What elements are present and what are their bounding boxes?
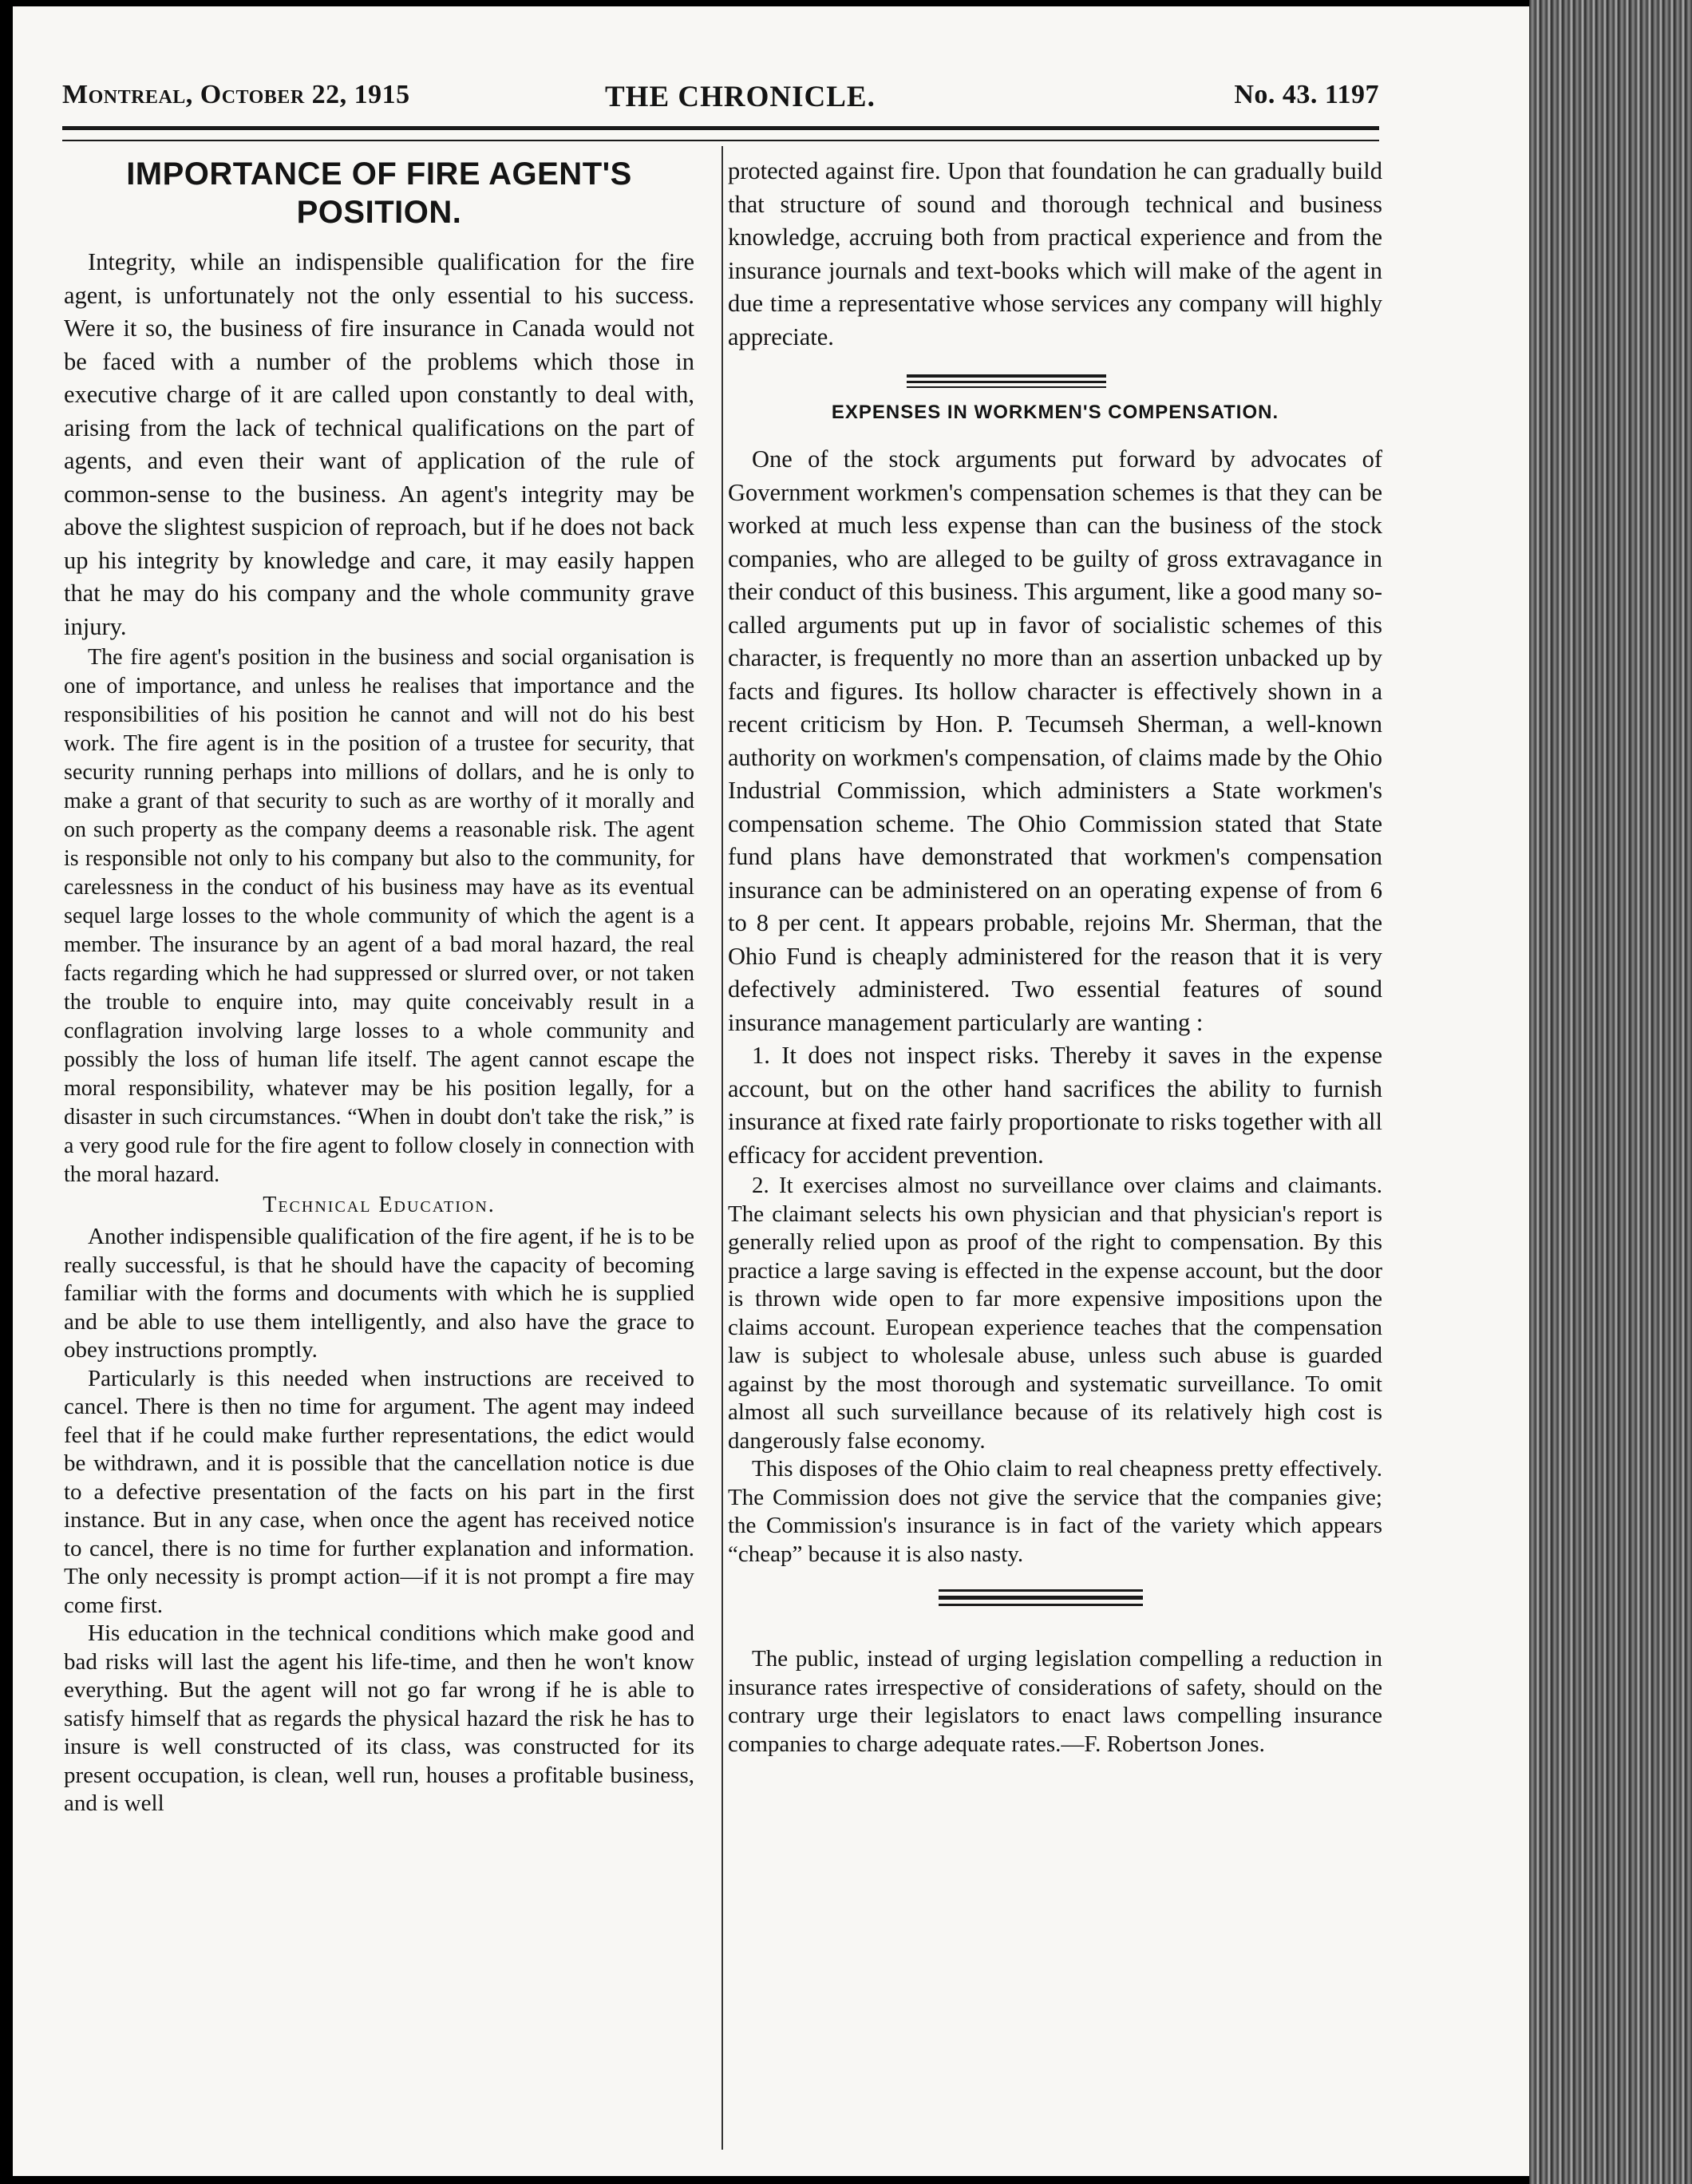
article-paragraph: Integrity, while an indispensible qualification for the fire agent, is unfortunately not the only essential to his success. Were it so, the business of fire insurance in Canada would not be faced with a number of the problems which those in executive charge of it are called upon constantly to deal with, arising from the lack of technical qualifications on the part of agents, and even their want of application of the rule of common-sense to the business. An agent's integrity may be above the slightest suspicion of reproach, but if he does not back up his integrity by knowledge and care, it may easily happen that he may do his company and the whole community grave injury. <box>64 248 694 640</box>
left-column <box>64 155 694 1818</box>
running-header <box>62 80 1379 118</box>
newspaper-page <box>13 6 1529 2176</box>
header-masthead: THE CHRONICLE. <box>605 81 876 113</box>
article-title: IMPORTANCE OF FIRE AGENT'S POSITION. <box>126 156 632 230</box>
article-continuation: protected against fire. Upon that foundation he can gradually build that structure of sound and thorough technical and business knowledge, accruing both from practical experience and from the insurance journals and text-books which will make of the agent in due time a representative whose services any company will highly appreciate. <box>728 157 1382 350</box>
article-paragraph: 1. It does not inspect risks. Thereby it saves in the expense account, but on the other hand sacrifices the ability to furnish insurance at fixed rate fairly proportionate to risks together with all efficacy for accident prevention. <box>728 1042 1382 1169</box>
ornamental-rule <box>728 1589 1382 1613</box>
section-subhead: Technical Education. <box>263 1193 496 1217</box>
header-rule <box>62 126 1379 141</box>
article-paragraph: One of the stock arguments put forward by advocates of Government workmen's compensation schemes is that they can be worked at much less expense than can the business of the stock companies, who are alleged to be guilty of gross extravagance in their conduct of this business. This argument, like a good many so-called arguments put up in favor of socialistic schemes of this character, is frequently no more than an assertion unbacked up by facts and figures. Its hollow character is effectively shown in a recent criticism by Hon. P. Tecumseh Sherman, a well-known authority on workmen's compensation, of claims made by the Ohio Industrial Commission, which administers a State workmen's compensation scheme. The Ohio Commission stated that State fund plans have demonstrated that workmen's compensation insurance can be administered on an operating expense of from 6 to 8 per cent. It appears probable, rejoins Mr. Sherman, that the Ohio Fund is cheaply administered for the reason that it is very defectively administered. Two essential features of sound insurance management particularly are wanting : <box>728 445 1382 1036</box>
column-divider <box>721 146 723 2150</box>
article-paragraph: His education in the technical conditions which make good and bad risks will last the agent his life-time, and then he won't know everything. But the agent will not go far wrong if he is able to satisfy himself that as regards the physical hazard the risk he has to insure is well constructed of its class, was constructed for its present occupation, is clean, well run, houses a profitable business, and is well <box>64 1620 694 1816</box>
header-issue-page: No. 43. 1197 <box>1234 80 1379 109</box>
article-paragraph: Another indispensible qualification of the fire agent, if he is to be really successful, is that he should have the capacity of becoming familiar with the forms and documents with which he is supplied and be able to use them intelligently, and also have the grace to obey instructions promptly. <box>64 1224 694 1363</box>
ornamental-rule <box>728 371 1382 390</box>
book-page-edges <box>1529 0 1692 2184</box>
article-paragraph: 2. It exercises almost no surveillance over claims and claimants. The claimant selects his own physician and that physician's report is generally relied upon as proof of the right to compensation. By this practice a large saving is effected in the expense account, but the door is thrown wide open to far more expensive impositions upon the claims account. European experience teaches that the compensation law is subject to wholesale abuse, unless such abuse is guarded against by the most thorough and systematic surveillance. To omit almost all such surveillance because of its relatively high cost is dangerously false economy. <box>728 1173 1382 1454</box>
article-paragraph: Particularly is this needed when instructions are received to cancel. There is then no time for argument. The agent may indeed feel that if he could make further representations, the edict would be withdrawn, and it is possible that the cancellation notice is due to a defective presentation of the facts on his part in the first instance. But in any case, when once the agent has received notice to cancel, there is no time for further explanation and information. The only necessity is prompt action—if it is not prompt a fire may come first. <box>64 1365 694 1618</box>
right-column <box>728 155 1382 1759</box>
closing-quote: The public, instead of urging legislation compelling a reduction in insurance rates irrespective of considerations of safety, should on the contrary urge their legislators to enact laws compelling insurance companies to charge adequate rates.—F. Robertson Jones. <box>728 1646 1382 1757</box>
header-dateline: Montreal, October 22, 1915 <box>62 80 410 109</box>
article-paragraph: This disposes of the Ohio claim to real cheapness pretty effectively. The Commission does not give the service that the companies give; the Commission's insurance is in fact of the variety which appears “cheap” because it is also nasty. <box>728 1456 1382 1567</box>
article-title: EXPENSES IN WORKMEN'S COMPENSATION. <box>831 402 1279 423</box>
article-paragraph: The fire agent's position in the business and social organisation is one of importance, and unless he realises that importance and the responsibilities of his position he cannot and will not do his best work. The fire agent is in the position of a trustee for security, that security running perhaps into millions of dollars, and he is only to make a grant of that security to such as are worthy of it morally and on such property as the company deems a reasonable risk. The agent is responsible not only to his company but also to the community, for carelessness in the conduct of his business may have as its eventual sequel large losses to the whole community of which the agent is a member. The insurance by an agent of a bad moral hazard, the real facts regarding which he had suppressed or slurred over, or not taken the trouble to enquire into, may quite conceivably result in a conflagration involving large losses to a whole community and possibly the loss of human life itself. The agent cannot escape the moral responsibility, whatever may be his position legally, for a disaster in such circumstances. “When in doubt don't take the risk,” is a very good rule for the fire agent to follow closely in connection with the moral hazard. <box>64 645 694 1187</box>
